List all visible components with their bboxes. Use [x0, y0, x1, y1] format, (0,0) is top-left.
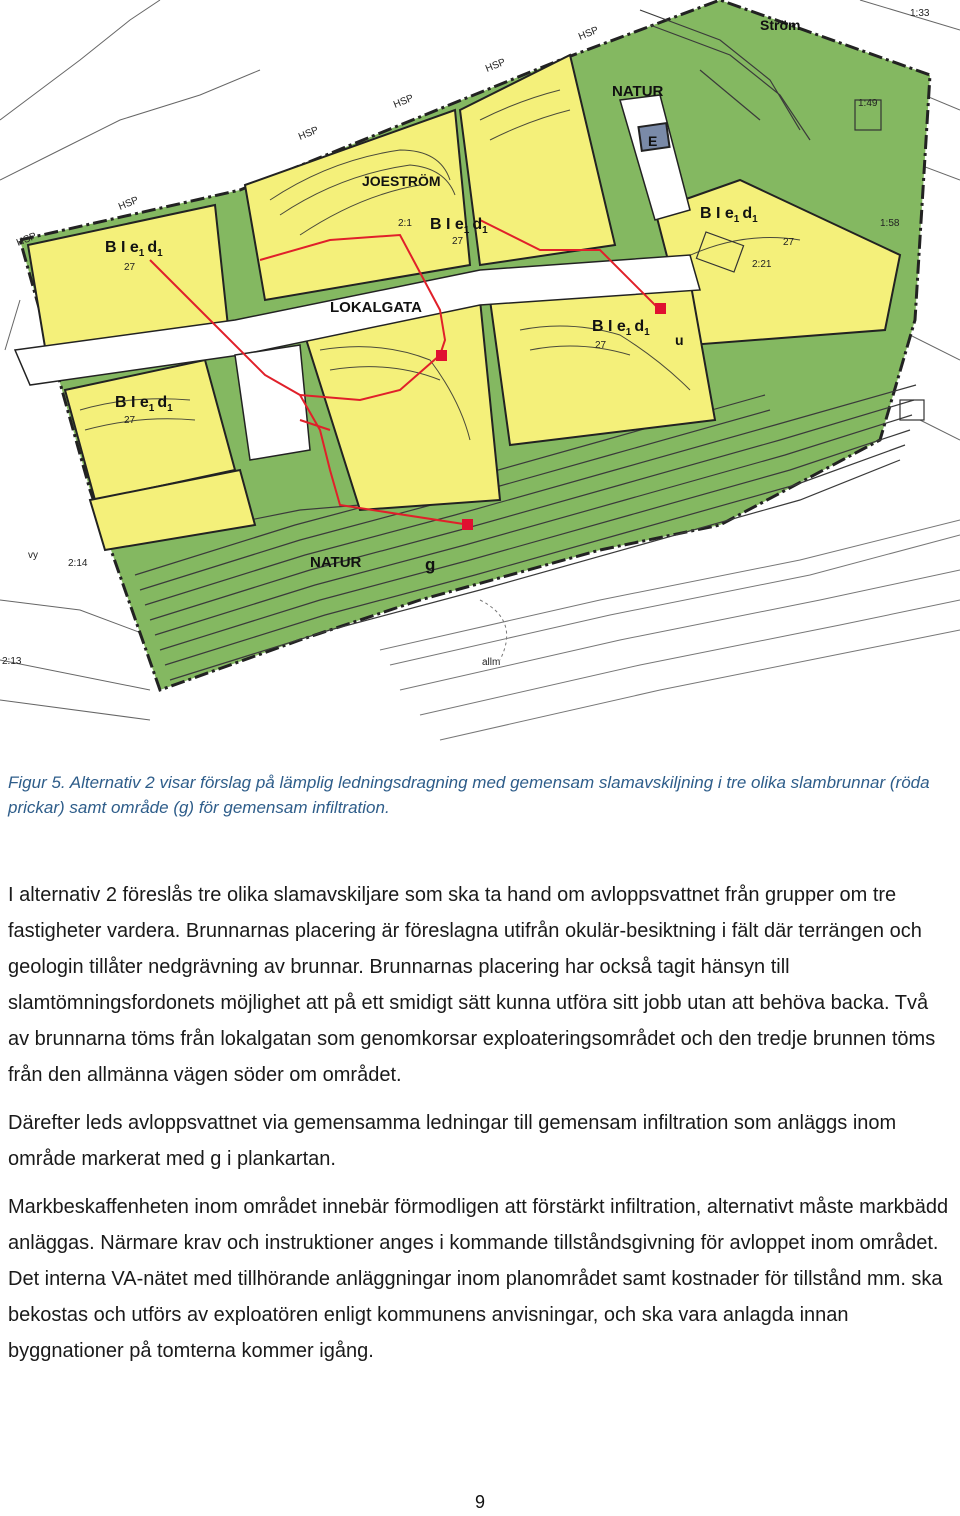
figure-caption: Figur 5. Alternativ 2 visar förslag på lämplig ledningsdragning med gemensam slamavskiljning i tre olika slambrunnar (röda prickar) samt område (g) för gemensam infiltration. — [8, 773, 930, 817]
svg-text:B I e1d1: B I $e_1$ $d_1$ — [430, 216, 488, 236]
svg-text:HSP: HSP — [15, 230, 39, 249]
paragraph-3: Markbeskaffenheten inom området innebär förmodligen att förstärkt infiltration, alternativt måste markbädd anläggas. Närmare krav och instruktioner anges i kommande tillståndsgivning för avloppet inom området. Det interna VA-nätet med tillhörande anläggningar inom planområdet samt kostnader för tillstånd mm. ska bekostas och utförs av exploatören enligt kommunens anvisningar, och ska vara anlagda innan byggnationer på tomterna kommer igång. — [8, 1196, 949, 1362]
svg-text:27: 27 — [124, 415, 136, 426]
label-natur-north: NATUR — [612, 83, 664, 100]
plan-map — [0, 0, 960, 745]
label-natur-south: NATUR — [310, 554, 362, 571]
ref-2-21: 2:21 — [752, 259, 772, 270]
building-e-label: E — [648, 133, 658, 149]
body-text — [8, 877, 953, 1381]
svg-text:HSP: HSP — [577, 24, 601, 43]
label-utility-u: u — [675, 332, 684, 348]
svg-text:27: 27 — [783, 237, 795, 248]
svg-text:27: 27 — [595, 340, 607, 351]
label-strom: Ström — [760, 17, 801, 33]
paragraph-2: Därefter leds avloppsvattnet via gemensamma ledningar till gemensam infiltration som anläggs inom område markerat med g i plankartan. — [8, 1112, 897, 1170]
svg-text:HSP: HSP — [484, 56, 508, 75]
svg-text:HSP: HSP — [297, 124, 321, 143]
paragraph-1: I alternativ 2 föreslås tre olika slamavskiljare som ska ta hand om avloppsvattnet från grupper om tre fastigheter vardera. Brunnarnas placering är föreslagna utifrån okulär-besiktning i fält där terrängen och geologin tillåter nedgrävning av brunnar. Brunnarnas placering har också tagit hänsyn till slamtömningsfordonets möjlighet att på ett smidigt sätt kunna utföra sitt jobb utan att behöva backa. Två av brunnarna töms från lokalgatan som genomkorsar exploateringsområdet och den tredje brunnen töms från den allmänna vägen söder om området. — [8, 884, 936, 1086]
label-vy: vy — [28, 550, 38, 561]
ref-2-14: 2:14 — [68, 558, 88, 569]
ref-2-1: 2:1 — [398, 218, 412, 229]
svg-text:HSP: HSP — [392, 92, 416, 111]
plot-north-1 — [245, 110, 470, 300]
well-1 — [436, 350, 447, 361]
label-infiltration-g: g — [425, 555, 436, 574]
label-allm: allm — [482, 657, 501, 668]
page-number: 9 — [474, 1492, 485, 1512]
svg-text:B I e1d1: B I $e_1$ $d_1$ — [700, 205, 758, 225]
label-joestrom: JOESTRÖM — [362, 173, 441, 189]
svg-text:27: 27 — [124, 262, 136, 273]
ref-2-13: 2:13 — [2, 656, 22, 667]
ref-1-33: 1:33 — [910, 8, 930, 19]
svg-text:27: 27 — [452, 236, 464, 247]
plot-south-2 — [490, 280, 715, 445]
well-3 — [462, 519, 473, 530]
svg-text:B I e1d1: B I $e_1$ $d_1$ — [592, 318, 650, 338]
well-2 — [655, 303, 666, 314]
svg-text:B I e1d1: B I $e_1$ $d_1$ — [105, 239, 163, 259]
label-lokalgata: LOKALGATA — [330, 299, 422, 316]
building-e — [638, 123, 669, 151]
svg-text:HSP: HSP — [117, 194, 141, 213]
ref-1-49: 1:49 — [858, 98, 878, 109]
plan-map-drawing — [0, 0, 960, 745]
svg-text:B I e1d1: B I $e_1$ $d_1$ — [115, 394, 173, 414]
ref-1-58: 1:58 — [880, 218, 900, 229]
